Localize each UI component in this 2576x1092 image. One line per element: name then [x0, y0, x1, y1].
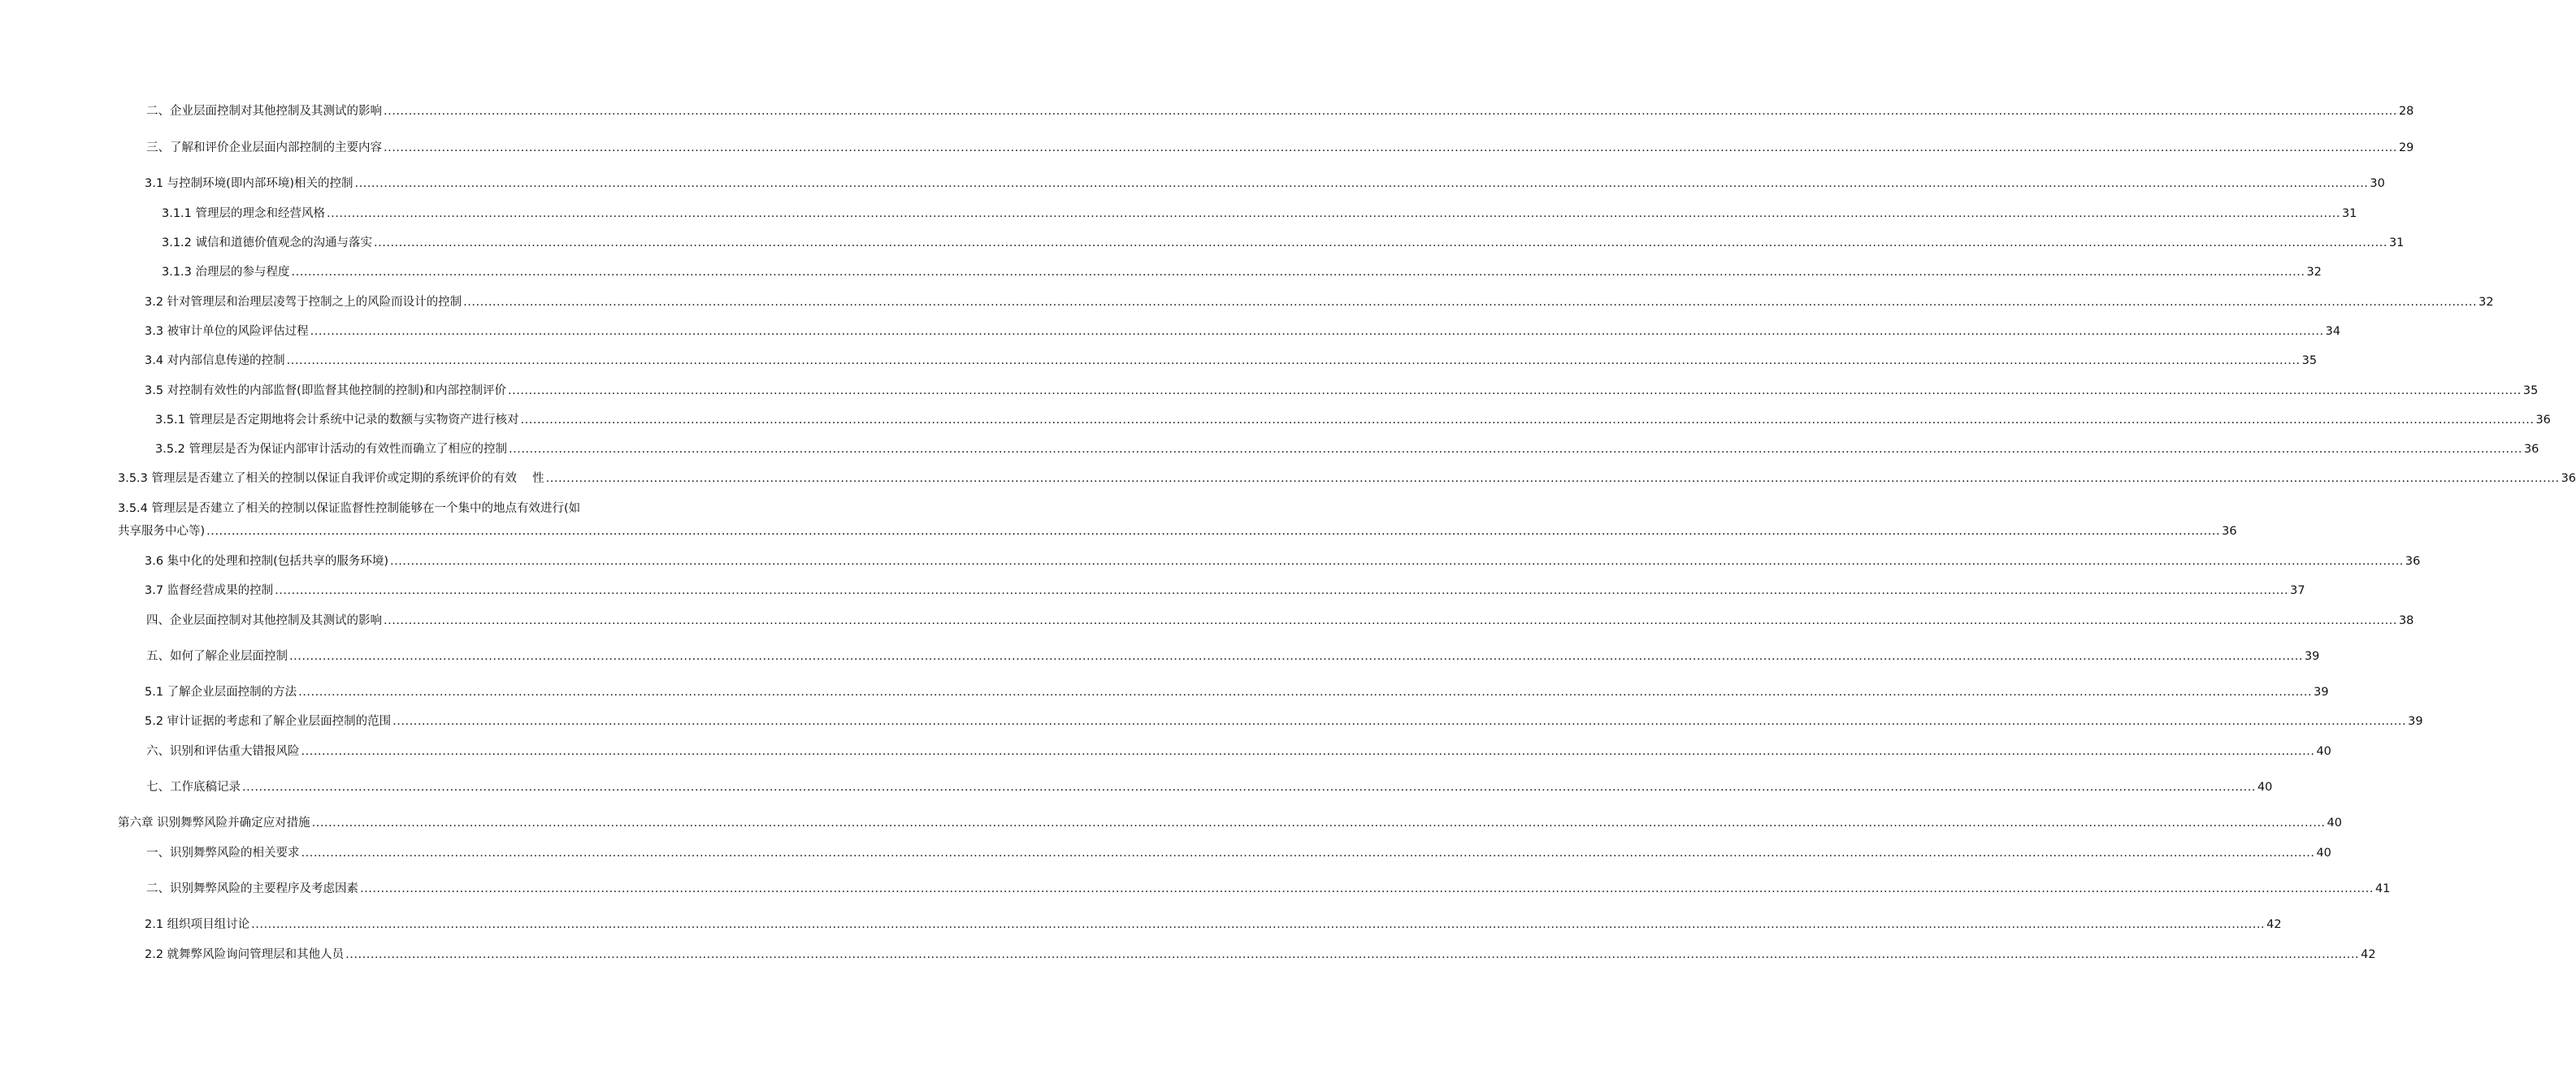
toc-entry-title: 二、企业层面控制对其他控制及其测试的影响	[146, 105, 382, 118]
toc-leader-dots	[345, 947, 2359, 963]
toc-entry[interactable]	[146, 779, 2273, 795]
toc-entry-title: 三、了解和评价企业层面内部控制的主要内容	[146, 141, 382, 154]
toc-entry-page: 36	[2535, 414, 2551, 427]
toc-entry-title: 3.4 对内部信息传递的控制	[145, 354, 285, 367]
toc-entry-title: 3.7 监督经营成果的控制	[145, 584, 274, 597]
toc-entry-title: 3.5.3 管理层是否建立了相关的控制以保证自我评价或定期的系统评价的有效 性	[118, 472, 544, 485]
toc-entry-title: 六、识别和评估重大错报风险	[146, 745, 300, 758]
toc-entry-page: 39	[2304, 650, 2320, 663]
toc-entry-title: 3.5 对控制有效性的内部监督(即监督其他控制的控制)和内部控制评价	[145, 384, 506, 397]
toc-entry[interactable]	[145, 947, 2376, 963]
toc-entry[interactable]	[155, 412, 2551, 428]
toc-leader-dots	[390, 553, 2404, 570]
toc-entry-title: 3.5.2 管理层是否为保证内部审计活动的有效性而确立了相应的控制	[155, 443, 508, 456]
toc-leader-dots	[384, 103, 2397, 119]
toc-leader-dots	[463, 294, 2477, 310]
toc-entry[interactable]	[162, 235, 2405, 251]
toc-entry-title: 3.5.1 管理层是否定期地将会计系统中记录的数额与实物资产进行核对	[155, 414, 519, 427]
toc-entry[interactable]	[145, 684, 2329, 700]
toc-entry[interactable]	[145, 916, 2282, 933]
toc-entry-title: 5.1 了解企业层面控制的方法	[145, 686, 297, 699]
toc-leader-dots	[242, 779, 2256, 795]
toc-entry-page: 32	[2306, 266, 2322, 279]
toc-entry-title: 3.3 被审计单位的风险评估过程	[145, 325, 309, 338]
toc-entry-page: 35	[2522, 384, 2539, 397]
toc-leader-dots	[275, 583, 2288, 599]
toc-entry-page: 32	[2478, 296, 2494, 309]
toc-entry[interactable]	[145, 176, 2385, 192]
toc-entry-page: 40	[2316, 745, 2331, 758]
toc-leader-dots	[312, 815, 2326, 831]
toc-leader-dots	[384, 613, 2397, 629]
toc-leader-dots	[206, 523, 2220, 540]
toc-leader-dots	[327, 206, 2340, 222]
toc-entry[interactable]	[146, 881, 2391, 897]
toc-entry[interactable]	[146, 613, 2414, 629]
toc-entry-page: 39	[2408, 715, 2423, 728]
toc-leader-dots	[509, 441, 2522, 457]
toc-entry-page: 42	[2361, 948, 2376, 961]
toc-entry[interactable]	[162, 206, 2357, 222]
toc-entry-title: 七、工作底稿记录	[146, 781, 241, 794]
toc-leader-dots	[310, 323, 2324, 340]
toc-entry[interactable]	[146, 103, 2414, 119]
toc-entry-title: 第六章 识别舞弊风险并确定应对措施	[118, 817, 310, 830]
toc-entry[interactable]	[145, 713, 2423, 730]
toc-entry-page: 40	[2257, 781, 2273, 794]
toc-leader-dots	[360, 881, 2374, 897]
toc-leader-dots	[287, 353, 2301, 369]
toc-leader-dots	[301, 743, 2315, 760]
toc-leader-dots	[521, 412, 2535, 428]
toc-entry-title-line1: 3.5.4 管理层是否建立了相关的控制以保证监督性控制能够在一个集中的地点有效进行(如	[118, 502, 581, 515]
toc-entry-title: 二、识别舞弊风险的主要程序及考虑因素	[146, 882, 358, 895]
toc-leader-dots	[251, 916, 2265, 933]
toc-leader-dots	[392, 713, 2406, 730]
toc-entry-page: 31	[2341, 207, 2357, 220]
toc-entry-page: 36	[2222, 525, 2237, 538]
toc-entry[interactable]	[146, 743, 2331, 760]
toc-entry-page: 40	[2316, 847, 2331, 860]
toc-entry[interactable]	[118, 470, 2576, 487]
toc-entry-page: 35	[2301, 354, 2318, 367]
toc-entry-page: 42	[2266, 918, 2282, 931]
toc-entry-page: 29	[2398, 141, 2414, 154]
toc-leader-dots	[301, 845, 2315, 861]
toc-entry-page: 31	[2388, 236, 2405, 249]
toc-entry-title: 四、企业层面控制对其他控制及其测试的影响	[146, 614, 382, 627]
toc-entry-title: 3.1.2 诚信和道德价值观念的沟通与落实	[162, 236, 373, 249]
toc-entry-title: 一、识别舞弊风险的相关要求	[146, 847, 300, 860]
toc-entry-page: 28	[2398, 105, 2414, 118]
toc-entry[interactable]	[145, 383, 2539, 399]
toc-entry[interactable]	[145, 583, 2305, 599]
toc-entry[interactable]	[146, 140, 2414, 156]
toc-entry[interactable]	[146, 648, 2320, 665]
toc-entry[interactable]	[146, 845, 2331, 861]
toc-leader-dots	[298, 684, 2312, 700]
toc-entry-page: 39	[2314, 686, 2329, 699]
toc-entry[interactable]	[118, 500, 2237, 540]
toc-entry[interactable]	[118, 815, 2342, 831]
toc-entry-title: 3.1 与控制环境(即内部环境)相关的控制	[145, 177, 353, 190]
toc-leader-dots	[289, 648, 2303, 665]
toc-entry-page: 36	[2523, 443, 2539, 456]
toc-entry-title: 五、如何了解企业层面控制	[146, 650, 288, 663]
toc-leader-dots	[508, 383, 2522, 399]
toc-entry-page: 41	[2374, 882, 2391, 895]
toc-entry[interactable]	[145, 553, 2421, 570]
toc-leader-dots	[374, 235, 2387, 251]
toc-leader-dots	[354, 176, 2368, 192]
toc-entry-page: 36	[2405, 555, 2421, 568]
toc-entry-page: 34	[2325, 325, 2341, 338]
toc-leader-dots	[384, 140, 2397, 156]
toc-entry-title: 3.2 针对管理层和治理层凌驾于控制之上的风险而设计的控制	[145, 296, 462, 309]
toc-entry[interactable]	[155, 441, 2539, 457]
toc-leader-dots	[546, 470, 2560, 487]
toc-entry[interactable]	[162, 264, 2322, 280]
toc-entry-page: 36	[2561, 472, 2576, 485]
toc-entry-page: 30	[2370, 177, 2385, 190]
toc-entry[interactable]	[145, 353, 2318, 369]
toc-entry[interactable]	[145, 323, 2341, 340]
toc-entry-title: 5.2 审计证据的考虑和了解企业层面控制的范围	[145, 715, 392, 728]
toc-entry-page: 38	[2398, 614, 2414, 627]
toc-entry-page: 37	[2290, 584, 2305, 597]
toc-entry-title: 2.1 组织项目组讨论	[145, 918, 250, 931]
toc-entry-title: 3.6 集中化的处理和控制(包括共享的服务环境)	[145, 555, 388, 568]
toc-entry-title: 3.1.3 治理层的参与程度	[162, 266, 290, 279]
toc-entry-title: 2.2 就舞弊风险询问管理层和其他人员	[145, 948, 345, 961]
toc-entry[interactable]	[145, 294, 2494, 310]
toc-entry-title-line2: 共享服务中心等)	[118, 525, 206, 538]
toc-entry-title: 3.1.1 管理层的理念和经营风格	[162, 207, 326, 220]
toc-leader-dots	[292, 264, 2305, 280]
toc-entry-page: 40	[2327, 817, 2342, 830]
